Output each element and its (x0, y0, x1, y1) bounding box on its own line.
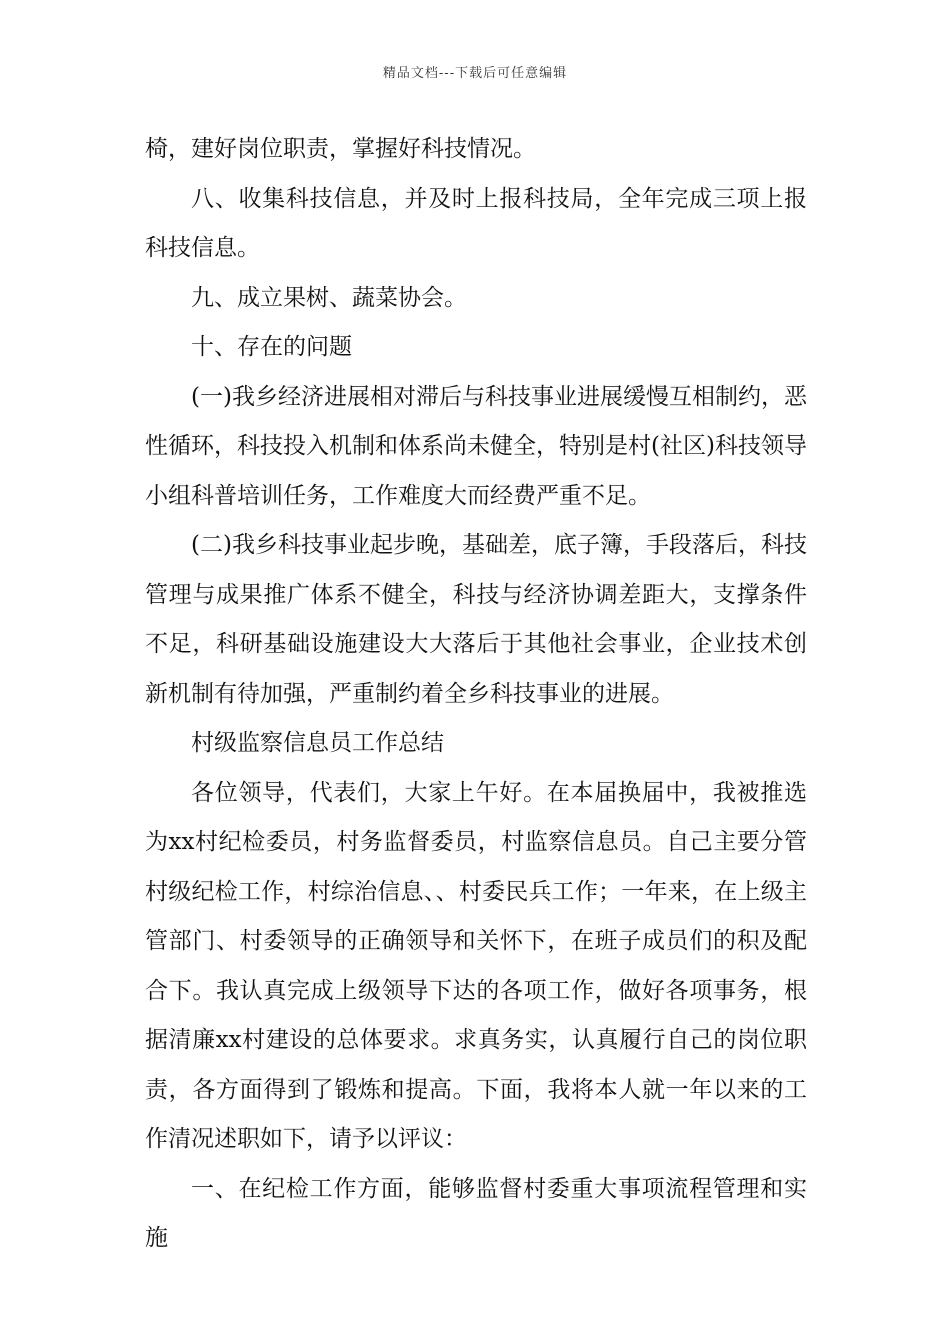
paragraph-1: 椅，建好岗位职责，掌握好科技情况。 (145, 136, 536, 162)
paragraph-5: (一)我乡经济进展相对滞后与科技事业进展缓慢互相制约，恶性循环，科技投入机制和体系尚未健全，特别是村(社区)科技领导小组科普培训任务，工作难度大而经费严重不足。 (145, 383, 807, 509)
paragraph-2: 八、收集科技信息，并及时上报科技局，全年完成三项上报科技信息。 (145, 185, 807, 261)
page-header: 精品文档---下载后可任意编辑 (382, 66, 568, 81)
section-title: 村级监察信息员工作总结 (191, 730, 444, 756)
paragraph-3: 九、成立果树、蔬菜协会。 (191, 284, 467, 311)
paragraph-9: 一、在纪检工作方面，能够监督村委重大事项流程管理和实施 (145, 1175, 807, 1251)
paragraph-8: 各位领导，代表们，大家上午好。在本届换届中，我被推选为xx村纪检委员，村务监督委员，村监察信息员。自己主要分管村级纪检工作，村综治信息、、村委民兵工作；一年来，在上级主管部门、村委领导的正确领导和关怀下，在班子成员们的积及配合下。我认真完成上级领导下达的各项工作，做好各项事务，根据清廉xx村建设的总体要求。求真务实，认真履行自己的岗位职责，各方面得到了锻炼和提高。下面，我将本人就一年以来的工作清况述职如下，请予以评议： (145, 779, 807, 1152)
paragraph-6: (二)我乡科技事业起步晚，基础差，底子簿，手段落后，科技管理与成果推广体系不健全，科技与经济协调差距大，支撑条件不足，科研基础设施建设大大落后于其他社会事业，企业技术创新机制有待加强，严重制约着全乡科技事业的进展。 (145, 532, 807, 707)
document-body (145, 125, 807, 1264)
paragraph-4: 十、存在的问题 (191, 334, 352, 360)
